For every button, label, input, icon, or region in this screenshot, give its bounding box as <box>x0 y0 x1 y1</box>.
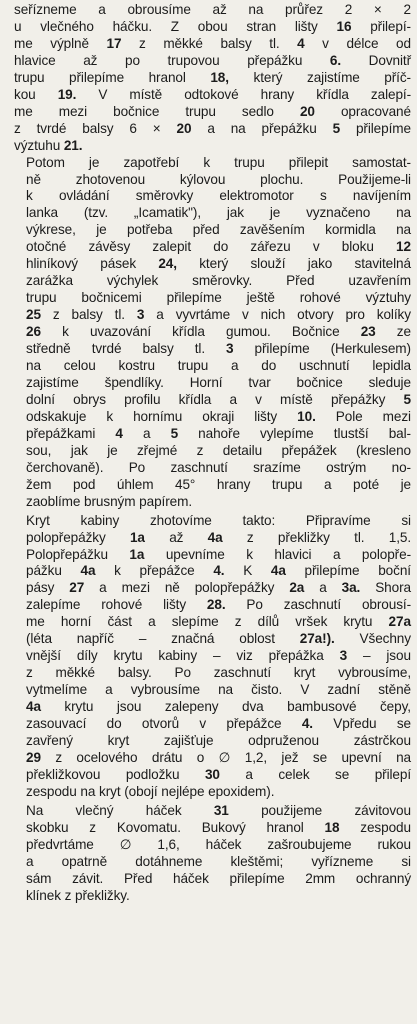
text-line: čerchovaně). Po zaschnutí srazíme ostrým no- <box>26 459 411 475</box>
text-line: z tvrdé balsy 6 × 20 a na přepážku 5 přilepíme <box>14 120 411 136</box>
text-line: polopřepážky 1a až 4a z překližky tl. 1,5. <box>26 529 412 545</box>
cut-off-next-line <box>14 1010 411 1024</box>
paragraph-3 <box>14 513 411 801</box>
text-line: Na vlečný háček 31 použijeme závitovou <box>26 802 411 818</box>
text-line: zarážka výchylek směrovky. Před uzavřením <box>26 273 411 289</box>
text-line: klínek z překližky. <box>26 887 130 903</box>
text-line: k ovládání směrovky elektromotor s navíjením <box>26 188 411 204</box>
text-line: vytmelíme a vybrousíme na čisto. V zadní stěně <box>26 682 411 698</box>
text-line: Polopřepážku 1a upevníme k hlavici a polopře- <box>26 546 411 562</box>
text-line: hliníkový pásek 24, který slouží jako stavitelná <box>26 256 411 272</box>
text-line: přepážkami 4 a 5 nahoře vylepíme tlustší bal- <box>26 425 411 441</box>
text-line: trupu bočnicemi přilepíme ještě rohové výztuhy <box>26 290 411 306</box>
text-line: zasouvací do otvorů v přepážce 4. Vpředu se <box>26 716 411 732</box>
text-line: předvrtáme ∅ 1,6, háček zašroubujeme rukou <box>26 836 411 852</box>
text-line: hlavice až po trupovou přepážku 6. Dovnitř <box>14 52 412 68</box>
text-line: u vlečného háčku. Z obou stran lišty 16 přilepí- <box>14 18 411 34</box>
text-line: z měkké balsy. Po zaschnutí kryt vybrousíme, <box>26 665 412 681</box>
text-line: (léta napříč – značná oblost 27a!). Všechny <box>26 631 411 647</box>
text-line: sám závit. Před háček přilepíme 2mm ochranný <box>26 870 412 886</box>
text-line: zajistíme špendlíky. Horní tvar bočnice sleduje <box>26 374 411 390</box>
text-line: středně tvrdé balsy tl. 3 přilepíme (Herkulesem) <box>26 341 411 357</box>
text-line: ně zhotovenou kýlovou plochu. Použijeme-li <box>26 171 411 187</box>
text-line: me mezi bočnice trupu sedlo 20 opracované <box>14 103 411 119</box>
text-line: zavřený kryt zajišťuje odpruženou zástrčkou <box>26 732 411 748</box>
text-line: 4a krytu jsou zalepeny dva bambusové čepy, <box>26 699 411 715</box>
text-line: výztuhu 21. <box>14 137 83 153</box>
text-line: seřízneme a obrousíme až na průřez 2 × 2 <box>14 2 411 17</box>
text-line: 29 z ocelového drátu o ∅ 1,2, jež se upevní na <box>26 749 411 765</box>
text-line: Potom je zapotřebí k trupu přilepit samostat- <box>26 154 411 170</box>
text-line: zespodu na kryt (obojí nejlépe epoxidem). <box>26 783 275 799</box>
text-line: me horní část a slepíme z dílů vršek krytu 27a <box>26 614 411 630</box>
text-line: a opatrně dotáhneme kleštěmi; vyřízneme si <box>26 853 411 869</box>
text-line: na celou kostru trupu a do uschnutí lepidla <box>26 358 411 374</box>
text-line: vnější díly krytu kabiny – viz přepážka 3 – jsou <box>26 648 411 664</box>
text-line: výkrese, je potřeba před zavěšením kormidla na <box>26 222 412 238</box>
text-line: dolní obrys profilu křídla a v místě přepážky 5 <box>26 391 411 407</box>
paragraph-4 <box>14 803 411 905</box>
text-line: me výplně 17 z měkké balsy tl. 4 v délce od <box>14 35 411 51</box>
text-line: odskakuje k hornímu okraji lišty 10. Pole mezi <box>26 408 411 424</box>
text-line: lanka (tzv. „Icamatik"), jak je vyznačeno na <box>26 205 411 221</box>
text-line: žem pod úhlem 45° hrany trupu a poté je <box>26 476 411 492</box>
text-line: 25 z balsy tl. 3 a vyvrtáme v nich otvory pro kolíky <box>26 307 411 323</box>
text-line: sou, jak je zřejmé z detailu přepážek (kresleno <box>26 442 412 458</box>
text-line: Kryt kabiny zhotovíme takto: Připravíme si <box>26 512 411 528</box>
text-line: skobku z Kovomatu. Bukový hranol 18 zespodu <box>26 819 411 835</box>
text-line: zaoblíme brusným papírem. <box>26 493 193 509</box>
text-line: pásy 27 a mezi ně polopřepážky 2a a 3a. Shora <box>26 580 411 596</box>
text-line: pážku 4a k přepážce 4. K 4a přilepíme boční <box>26 563 411 579</box>
text-line: otočné závěsy zalepit do zářezu v bloku 12 <box>26 239 411 255</box>
text-line: trupu přilepíme hranol 18, který zajistíme příč- <box>14 69 411 85</box>
text-line: kou 19. V místě odtokové hrany křídla zalepí- <box>14 86 412 102</box>
paragraph-1 <box>14 2 411 155</box>
text-line: 26 k uvazování křídla gumou. Bočnice 23 ze <box>26 324 411 340</box>
text-line: zalepíme rohové lišty 28. Po zaschnutí obrousí- <box>26 597 412 613</box>
paragraph-2 <box>14 155 411 511</box>
text-line: překližkovou podložku 30 a celek se přilepí <box>26 766 412 782</box>
